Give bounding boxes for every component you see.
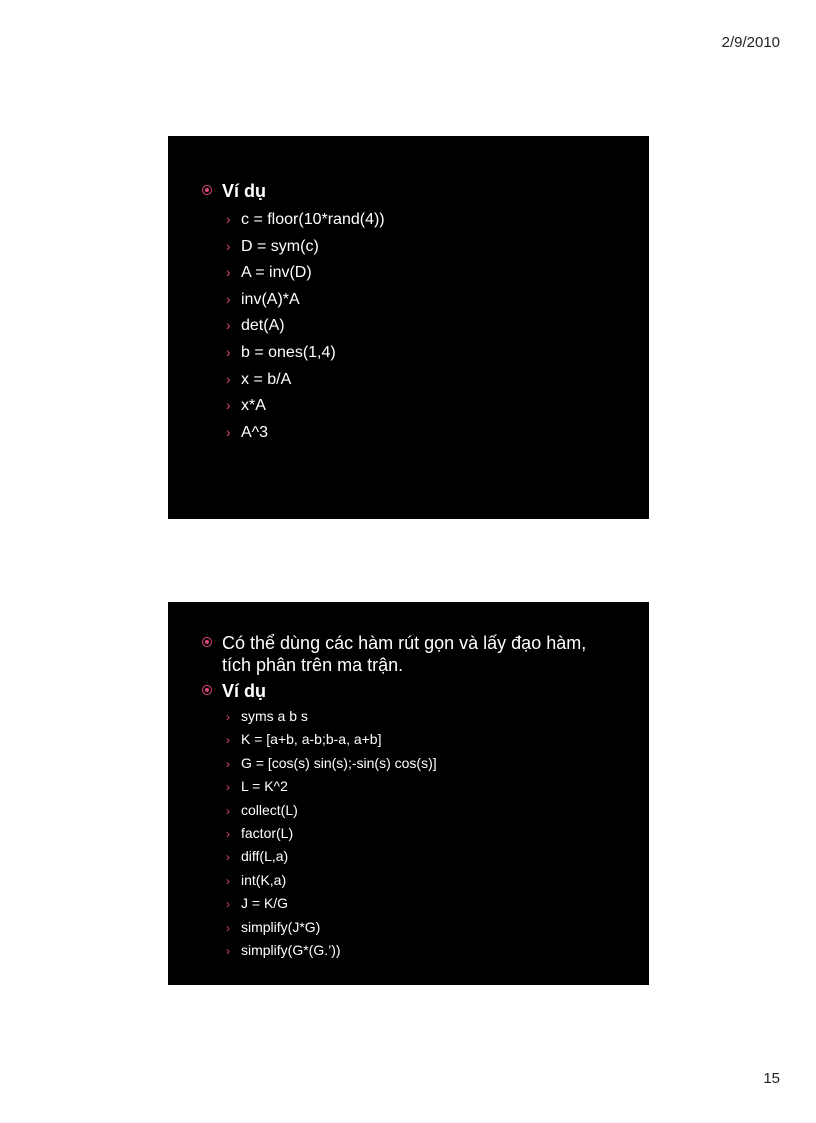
chevron-right-icon: › <box>226 710 230 724</box>
slide-2-intro-line-2: tích phân trên ma trận. <box>222 655 404 675</box>
slide-1-code-list <box>202 207 629 446</box>
chevron-right-icon: › <box>226 344 231 360</box>
slide-2-code-list <box>202 705 629 962</box>
chevron-right-icon: › <box>226 803 230 818</box>
list-item: › L = K^2 <box>226 775 629 798</box>
list-item: › collect(L) <box>226 799 629 822</box>
chevron-right-icon: › <box>226 827 230 842</box>
page-number: 15 <box>763 1070 780 1087</box>
list-item: › x*A <box>226 393 629 420</box>
circle-dot-icon <box>202 185 212 195</box>
chevron-right-icon: › <box>226 897 230 912</box>
list-item: › J = K/G <box>226 892 629 915</box>
chevron-right-icon: › <box>226 238 231 254</box>
chevron-right-icon: › <box>226 850 230 865</box>
list-item: › det(A) <box>226 313 629 340</box>
chevron-right-icon: › <box>226 873 230 888</box>
list-item: › syms a b s <box>226 705 629 728</box>
chevron-right-icon: › <box>226 780 230 795</box>
chevron-right-icon: › <box>226 920 230 935</box>
page-date: 2/9/2010 <box>721 34 780 51</box>
slide-2-intro <box>202 632 629 676</box>
list-item: › simplify(G*(G.’)) <box>226 939 629 962</box>
list-item: › K = [a+b, a-b;b-a, a+b] <box>226 728 629 751</box>
chevron-right-icon: › <box>226 212 231 227</box>
chevron-right-icon: › <box>226 291 231 307</box>
chevron-right-icon: › <box>226 424 231 440</box>
slide-1-heading <box>202 179 629 203</box>
chevron-right-icon: › <box>226 733 230 748</box>
list-item: › G = [cos(s) sin(s);-sin(s) cos(s)] <box>226 752 629 775</box>
chevron-right-icon: › <box>226 371 231 387</box>
list-item: › inv(A)*A <box>226 287 629 314</box>
slide-2-heading <box>202 680 629 702</box>
chevron-right-icon: › <box>226 398 231 414</box>
list-item: › diff(L,a) <box>226 845 629 868</box>
slide-2-intro-line-1: Có thể dùng các hàm rút gọn và lấy đạo hàm, <box>222 633 587 653</box>
chevron-right-icon: › <box>226 265 231 281</box>
list-item: › A^3 <box>226 420 629 447</box>
slide-2 <box>168 602 649 985</box>
list-item: › b = ones(1,4) <box>226 340 629 367</box>
chevron-right-icon: › <box>226 318 231 334</box>
list-item: › int(K,a) <box>226 869 629 892</box>
list-item: › A = inv(D) <box>226 260 629 287</box>
slide-1-heading-text: Ví dụ <box>222 181 266 201</box>
slide-2-heading-text: Ví dụ <box>222 681 266 701</box>
list-item: › simplify(J*G) <box>226 916 629 939</box>
chevron-right-icon: › <box>226 756 230 771</box>
list-item: › D = sym(c) <box>226 234 629 261</box>
chevron-right-icon: › <box>226 944 230 959</box>
list-item: › factor(L) <box>226 822 629 845</box>
list-item: › x = b/A <box>226 367 629 394</box>
slide-1 <box>168 136 649 519</box>
list-item: › c = floor(10*rand(4)) <box>226 207 629 234</box>
circle-dot-icon <box>202 685 212 695</box>
slide-2-intro-text <box>222 632 586 676</box>
circle-dot-icon <box>202 637 212 647</box>
